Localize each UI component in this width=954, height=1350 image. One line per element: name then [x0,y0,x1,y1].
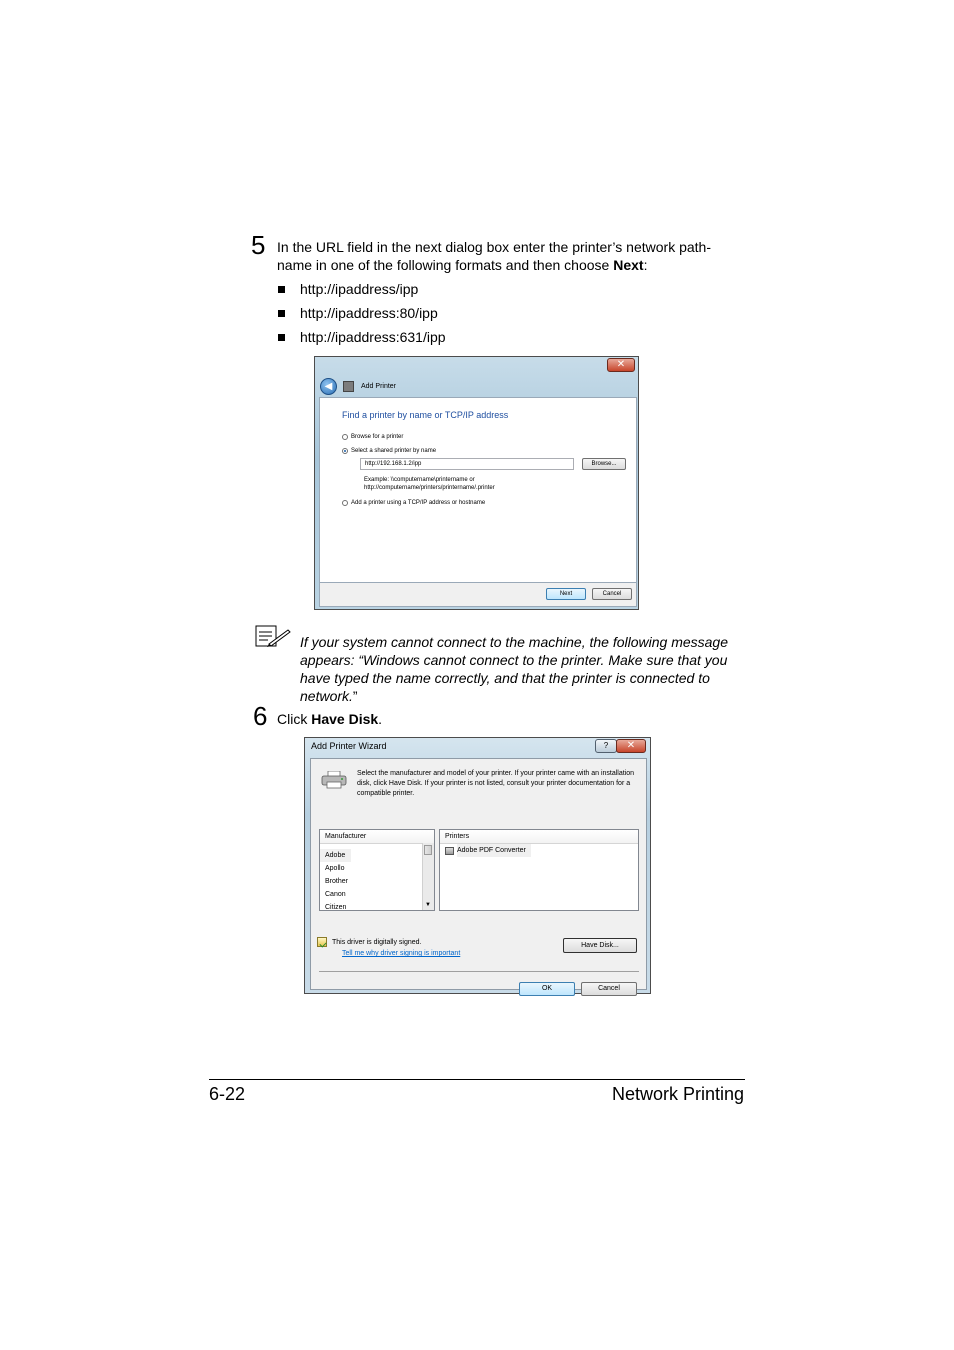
format-text: http://ipaddress:80/ipp [300,305,438,321]
format-text: http://ipaddress:631/ipp [300,329,446,345]
dialog-footer [319,583,637,607]
step5-text-line2: name in one of the following formats and then choose [277,257,614,273]
scrollbar [422,843,434,910]
printer-icon [343,381,354,392]
manufacturer-item: Brother [325,878,348,885]
option-browse [342,434,403,440]
radio-icon [342,434,348,440]
option-tcp [342,500,485,506]
scrollbar-thumb [424,845,432,855]
back-arrow-icon: ◀ [320,378,337,395]
step6-instruction [277,710,382,728]
manufacturer-list [319,829,435,911]
step5-colon: : [643,257,648,273]
step5-instruction [277,238,747,274]
step6-have-disk-bold: Have Disk [311,711,379,727]
page-number: 6-22 [209,1084,246,1104]
step-number-6: 6 [253,701,268,731]
help-icon: ? [595,739,617,753]
manufacturer-item [320,844,434,862]
step6-period: . [378,711,383,727]
cancel-button: Cancel [592,588,632,600]
step5-text-line1: In the URL field in the next dialog box enter the printer’s network path- [277,239,711,255]
note-text [300,633,746,705]
note-quote-end: ” [352,688,358,704]
radio-selected-icon [342,448,348,454]
format-list-item [278,280,418,298]
step6-text: Click [277,711,312,727]
close-icon: ✕ [607,358,635,372]
option-browse-label: Browse for a printer [351,434,404,440]
add-printer-wizard-screenshot [304,737,651,994]
bullet-square-icon [278,310,285,317]
printers-list [439,829,639,911]
radio-icon [342,500,348,506]
printer-item-label: Adobe PDF Converter [457,844,531,857]
example-text [364,476,495,492]
example-line-1: Example: \\computername\printername or [364,477,475,483]
add-printer-dialog-screenshot [314,356,639,610]
dialog-content [319,397,637,583]
note-appears: appears: “ [300,652,364,668]
note-line-3: have typed the name correctly, and that the printer is connected to [300,670,710,686]
ok-button: OK [519,982,575,996]
note-message-1: Windows cannot connect to the printer. Make sure that you [363,652,728,668]
note-pencil-icon [255,624,291,648]
dialog-title: Add Printer [361,382,397,390]
have-disk-button: Have Disk... [563,938,637,953]
next-button: Next [546,588,586,600]
printer-icon [445,847,454,855]
cancel-button: Cancel [581,982,637,996]
format-text: http://ipaddress/ipp [300,281,419,297]
example-line-2: http://computername/printers/printername/.printer [364,485,495,491]
wizard-body [310,758,647,990]
format-list-item [278,328,446,346]
scroll-down-icon: ▼ [425,902,431,908]
step-number-5: 5 [251,230,266,260]
signed-status [317,937,421,947]
wizard-title: Add Printer Wizard [311,741,387,751]
certificate-icon [317,937,327,947]
manufacturer-item: Apollo [325,865,345,872]
section-title: Network Printing [611,1084,744,1104]
option-tcp-label: Add a printer using a TCP/IP address or hostname [351,500,486,506]
step5-next-bold: Next [613,257,644,273]
footer-rule [209,1079,745,1080]
wizard-description: Select the manufacturer and model of your printer. If your printer came with an installation disk, click Have Disk. If your printer is not listed, consult your printer documentation for a compatible printer. [357,770,635,797]
option-shared-label: Select a shared printer by name [351,448,437,454]
manufacturer-header: Manufacturer [320,830,434,844]
signed-text: This driver is digitally signed. [332,938,422,946]
printers-header: Printers [440,830,638,844]
option-shared [342,448,436,454]
printer-item [440,844,638,857]
driver-signing-link: Tell me why driver signing is important [342,950,461,957]
close-icon: ✕ [616,739,646,753]
format-list-item [278,304,438,322]
printer-icon [321,771,347,789]
url-field: http://192.168.1.2/ipp [360,458,574,470]
note-line-1: If your system cannot connect to the machine, the following message [300,634,729,650]
dialog-heading: Find a printer by name or TCP/IP address [342,410,509,420]
browse-button: Browse... [582,458,626,470]
divider [319,971,639,972]
bullet-square-icon [278,286,285,293]
note-line-4: network. [300,688,353,704]
dialog-nav-bar [320,377,396,395]
manufacturer-item: Citizen [325,904,347,911]
manufacturer-item: Canon [325,891,346,898]
bullet-square-icon [278,334,285,341]
manufacturer-item-label: Adobe [320,849,351,862]
